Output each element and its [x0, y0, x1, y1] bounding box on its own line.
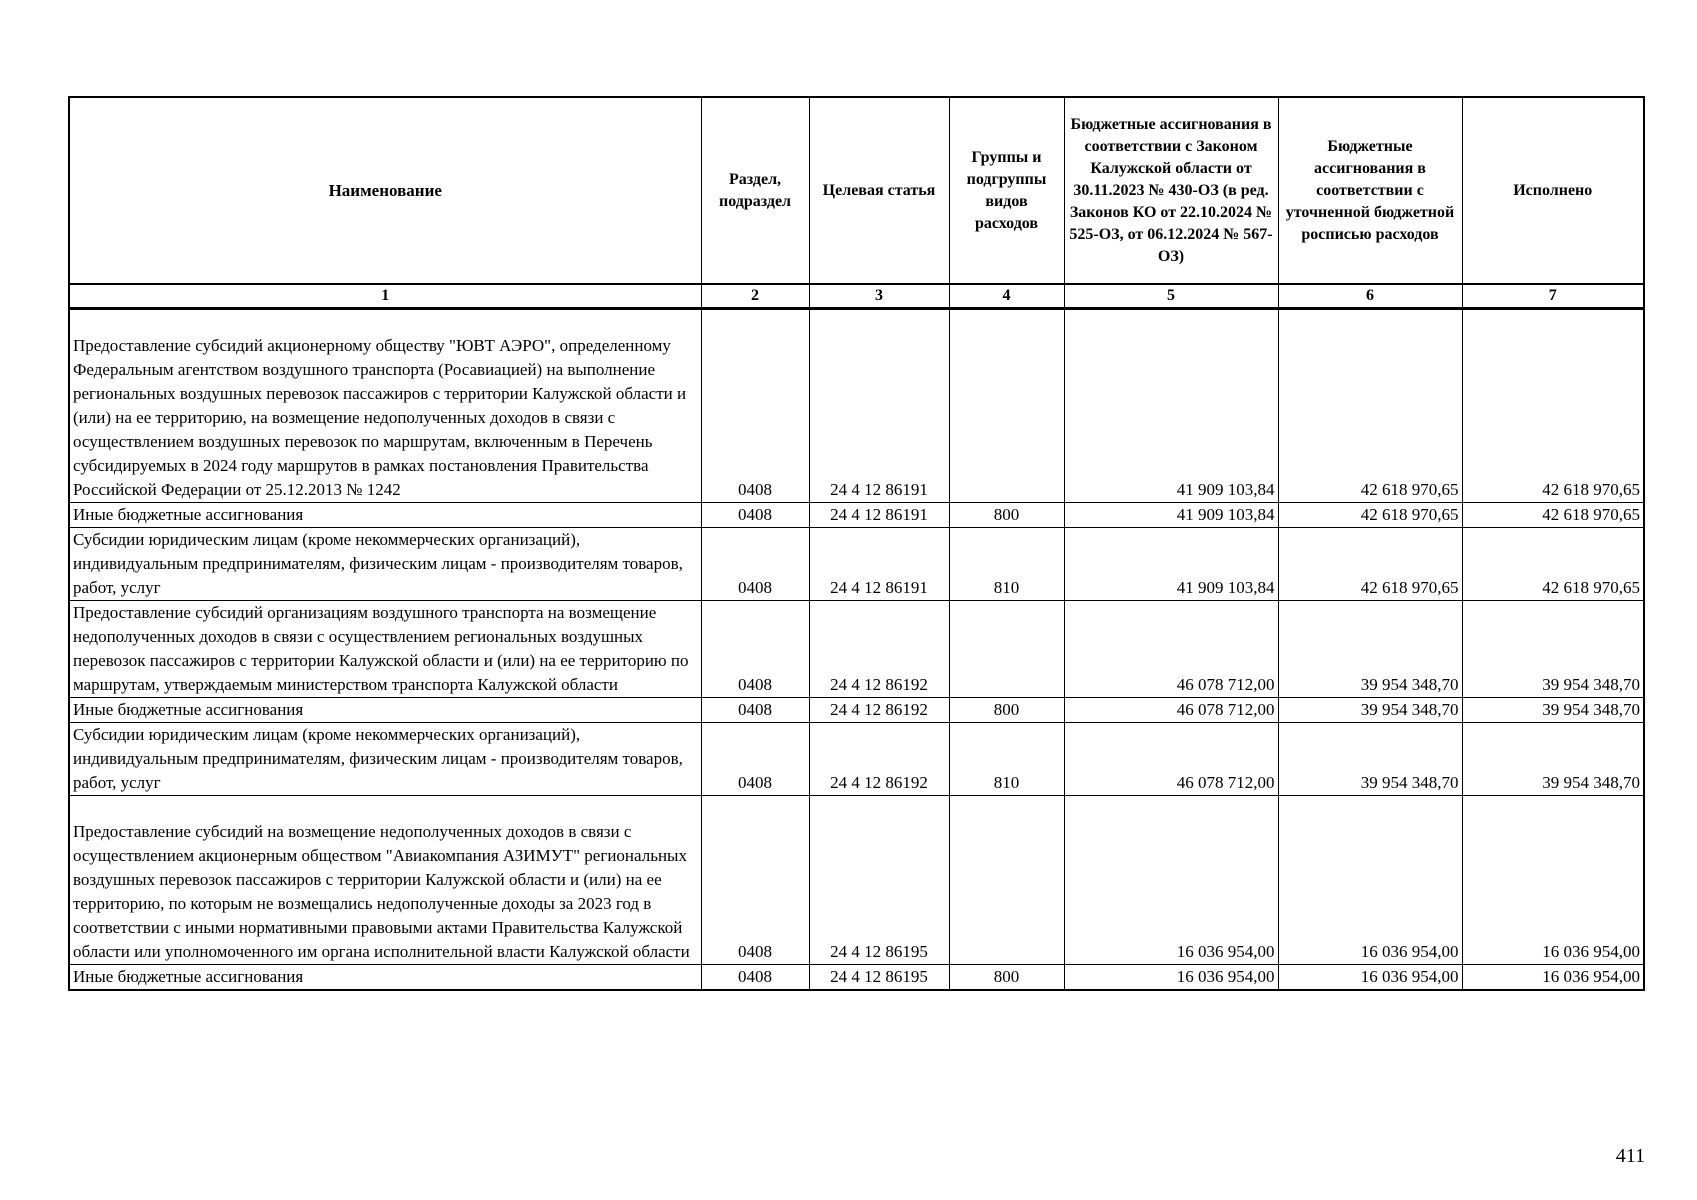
- row-group: [949, 309, 1064, 503]
- row-executed: 39 954 348,70: [1462, 601, 1644, 698]
- col-number: 5: [1064, 284, 1278, 309]
- row-budget-refined: 16 036 954,00: [1278, 796, 1462, 965]
- header-name: Наименование: [69, 97, 701, 284]
- col-number: 2: [701, 284, 809, 309]
- table-body: [69, 309, 1644, 991]
- col-number: 1: [69, 284, 701, 309]
- row-name: Предоставление субсидий организациям воздушного транспорта на возмещение недополученных доходов в связи с осуществлением региональных воздушных перевозок пассажиров с территории Калужской области и (или) на ее территорию по маршрутам, утверждаемым министерством транспорта Калужской области: [69, 601, 701, 698]
- row-name: Иные бюджетные ассигнования: [69, 698, 701, 723]
- row-group: [949, 601, 1064, 698]
- row-group: 810: [949, 723, 1064, 796]
- table-row: [69, 503, 1644, 528]
- row-group: 800: [949, 503, 1064, 528]
- row-section: 0408: [701, 309, 809, 503]
- row-budget-refined: 42 618 970,65: [1278, 528, 1462, 601]
- row-article: 24 4 12 86195: [809, 965, 949, 991]
- row-budget-refined: 39 954 348,70: [1278, 698, 1462, 723]
- header-budget-law: Бюджетные ассигнования в соответствии с Законом Калужской области от 30.11.2023 № 430-ОЗ (в ред. Законов КО от 22.10.2024 № 525-ОЗ, от 06.12.2024 № 567-ОЗ): [1064, 97, 1278, 284]
- table-header: [69, 97, 1644, 309]
- row-budget-law: 16 036 954,00: [1064, 965, 1278, 991]
- row-name: Субсидии юридическим лицам (кроме некоммерческих организаций), индивидуальным предпринимателям, физическим лицам - производителям товаров, работ, услуг: [69, 723, 701, 796]
- table-row: [69, 723, 1644, 796]
- header-article: Целевая статья: [809, 97, 949, 284]
- column-numbers-row: [69, 284, 1644, 309]
- row-article: 24 4 12 86192: [809, 723, 949, 796]
- col-number: 6: [1278, 284, 1462, 309]
- row-budget-refined: 42 618 970,65: [1278, 309, 1462, 503]
- row-article: 24 4 12 86192: [809, 601, 949, 698]
- row-section: 0408: [701, 528, 809, 601]
- row-group: 810: [949, 528, 1064, 601]
- row-budget-law: 41 909 103,84: [1064, 503, 1278, 528]
- row-budget-refined: 39 954 348,70: [1278, 723, 1462, 796]
- row-executed: 42 618 970,65: [1462, 309, 1644, 503]
- table-row: [69, 698, 1644, 723]
- row-budget-law: 46 078 712,00: [1064, 723, 1278, 796]
- table-row: [69, 965, 1644, 991]
- row-section: 0408: [701, 698, 809, 723]
- col-number: 3: [809, 284, 949, 309]
- header-section: Раздел, подраздел: [701, 97, 809, 284]
- table-row: [69, 309, 1644, 503]
- row-name: Предоставление субсидий акционерному обществу "ЮВТ АЭРО", определенному Федеральным агентством воздушного транспорта (Росавиацией) на выполнение региональных воздушных перевозок пассажиров с территории Калужской области и (или) на ее территорию, на возмещение недополученных доходов в связи с осуществлением воздушных перевозок по маршрутам, включенным в Перечень субсидируемых в 2024 году маршрутов в рамках постановления Правительства Российской Федерации от 25.12.2013 № 1242: [69, 309, 701, 503]
- row-article: 24 4 12 86192: [809, 698, 949, 723]
- row-executed: 42 618 970,65: [1462, 528, 1644, 601]
- row-article: 24 4 12 86191: [809, 309, 949, 503]
- table-row: [69, 601, 1644, 698]
- row-executed: 16 036 954,00: [1462, 796, 1644, 965]
- row-name: Иные бюджетные ассигнования: [69, 503, 701, 528]
- row-budget-refined: 42 618 970,65: [1278, 503, 1462, 528]
- row-group: [949, 796, 1064, 965]
- row-article: 24 4 12 86191: [809, 528, 949, 601]
- table-row: [69, 796, 1644, 965]
- row-name: Предоставление субсидий на возмещение недополученных доходов в связи с осуществлением акционерным обществом "Авиакомпания АЗИМУТ" региональных воздушных перевозок пассажиров с территории Калужской области и (или) на ее территорию, по которым не возмещались недополученные доходы за 2023 год в соответствии с иными нормативными правовыми актами Правительства Калужской области или уполномоченного им органа исполнительной власти Калужской области: [69, 796, 701, 965]
- row-name: Иные бюджетные ассигнования: [69, 965, 701, 991]
- row-section: 0408: [701, 965, 809, 991]
- row-budget-law: 41 909 103,84: [1064, 528, 1278, 601]
- row-section: 0408: [701, 796, 809, 965]
- page-number: 411: [1615, 1145, 1645, 1167]
- row-group: 800: [949, 965, 1064, 991]
- row-section: 0408: [701, 601, 809, 698]
- row-article: 24 4 12 86195: [809, 796, 949, 965]
- budget-table: [68, 96, 1645, 991]
- row-section: 0408: [701, 503, 809, 528]
- row-executed: 39 954 348,70: [1462, 698, 1644, 723]
- header-groups: Группы и подгруппы видов расходов: [949, 97, 1064, 284]
- header-executed: Исполнено: [1462, 97, 1644, 284]
- row-executed: 16 036 954,00: [1462, 965, 1644, 991]
- header-budget-refined: Бюджетные ассигнования в соответствии с уточненной бюджетной росписью расходов: [1278, 97, 1462, 284]
- row-budget-law: 46 078 712,00: [1064, 601, 1278, 698]
- row-name: Субсидии юридическим лицам (кроме некоммерческих организаций), индивидуальным предпринимателям, физическим лицам - производителям товаров, работ, услуг: [69, 528, 701, 601]
- table-row: [69, 528, 1644, 601]
- row-group: 800: [949, 698, 1064, 723]
- col-number: 4: [949, 284, 1064, 309]
- row-article: 24 4 12 86191: [809, 503, 949, 528]
- row-section: 0408: [701, 723, 809, 796]
- row-budget-refined: 39 954 348,70: [1278, 601, 1462, 698]
- row-budget-law: 46 078 712,00: [1064, 698, 1278, 723]
- row-executed: 39 954 348,70: [1462, 723, 1644, 796]
- row-budget-law: 16 036 954,00: [1064, 796, 1278, 965]
- row-executed: 42 618 970,65: [1462, 503, 1644, 528]
- col-number: 7: [1462, 284, 1644, 309]
- row-budget-refined: 16 036 954,00: [1278, 965, 1462, 991]
- row-budget-law: 41 909 103,84: [1064, 309, 1278, 503]
